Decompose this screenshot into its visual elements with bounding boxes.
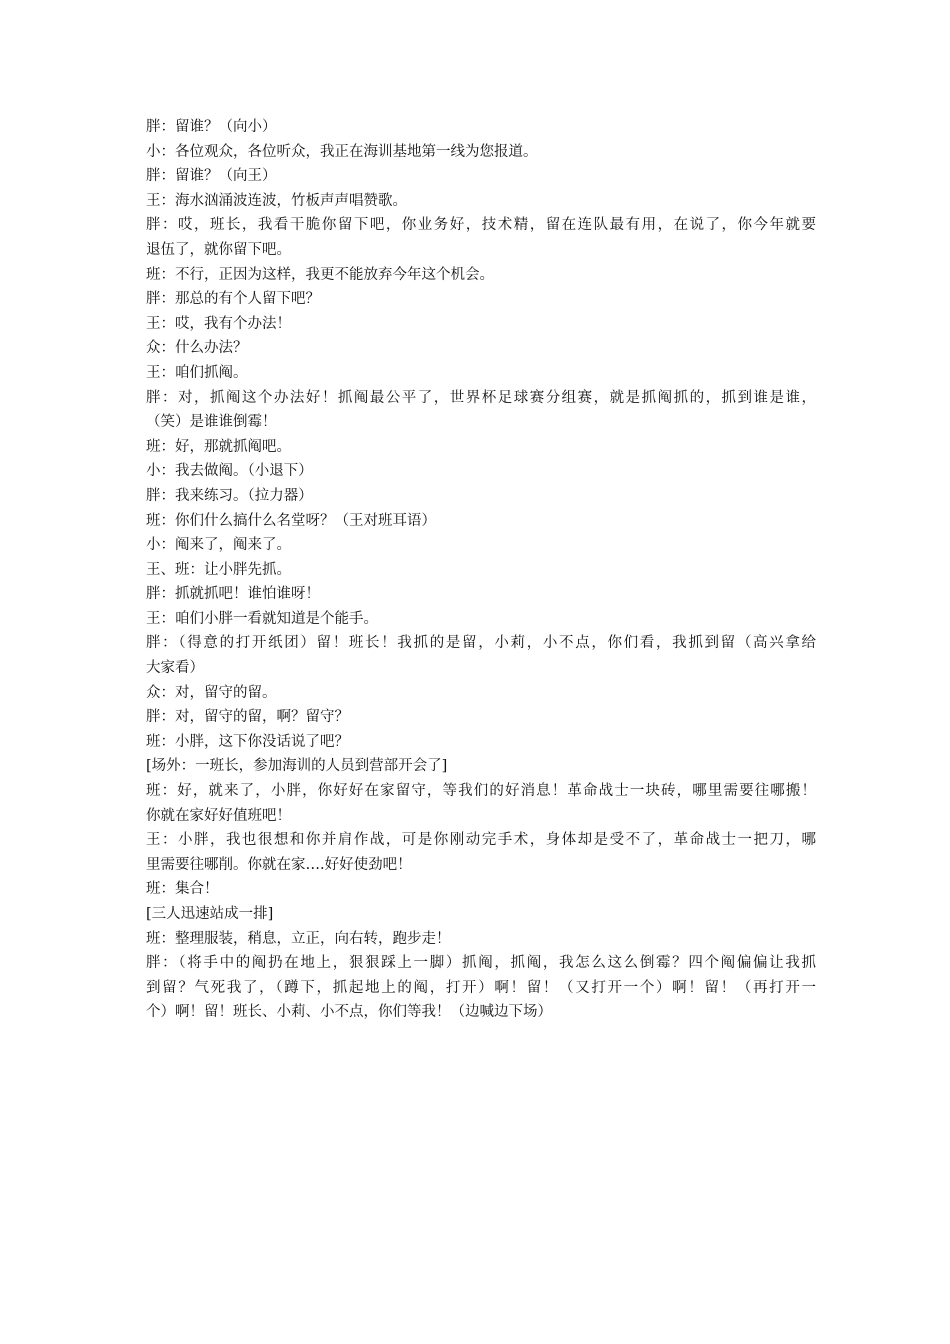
script-line: 胖：留谁？（向王） [146, 168, 277, 185]
script-line: 王、班：让小胖先抓。 [146, 561, 291, 578]
script-line: 退伍了，就你留下吧。 [146, 241, 291, 258]
script-line: 王：海水汹涌波连波，竹板声声唱赞歌。 [146, 192, 407, 209]
script-line: 王：咱们抓阄。 [146, 364, 248, 381]
script-line: 班：不行，正因为这样，我更不能放弃今年这个机会。 [146, 266, 494, 283]
script-line: 小：各位观众，各位听众，我正在海训基地第一线为您报道。 [146, 143, 538, 160]
script-line: 胖：那总的有个人留下吧？ [146, 291, 320, 308]
script-line: 班：小胖，这下你没话说了吧？ [146, 733, 349, 750]
script-line: 王：咱们小胖一看就知道是个能手。 [146, 610, 378, 627]
script-line: 胖：对，留守的留，啊？留守？ [146, 709, 349, 726]
script-line: 胖：留谁？（向小） [146, 119, 277, 135]
script-line: 班：好，就来了，小胖，你好好在家留守，等我们的好消息！革命战士一块砖，哪里需要往哪搬！ [146, 783, 816, 800]
script-page [146, 115, 816, 1025]
script-line: 大家看） [146, 660, 204, 677]
stage-direction: [三人迅速站成一排] [146, 906, 274, 922]
script-line: 班：你们什么搞什么名堂呀？（王对班耳语） [146, 512, 436, 529]
script-line: 班：好，那就抓阄吧。 [146, 438, 291, 455]
script-line: 王：小胖，我也很想和你并肩作战，可是你刚动完手术，身体却是受不了，革命战士一把刀，哪 [146, 832, 816, 849]
script-line: 班：集合！ [146, 881, 219, 898]
script-line: 个）啊！留！班长、小莉、小不点，你们等我！（边喊边下场） [146, 1004, 552, 1021]
script-line: 众：对，留守的留。 [146, 684, 277, 701]
script-line: 胖：抓就抓吧！谁怕谁呀！ [146, 586, 320, 603]
script-line: 胖：对，抓阄这个办法好！抓阄最公平了，世界杯足球赛分组赛，就是抓阄抓的，抓到谁是谁， [146, 389, 816, 406]
script-line: 胖：（将手中的阄扔在地上，狠狠踩上一脚）抓阄，抓阄，我怎么这么倒霉？四个阄偏偏让我抓 [146, 955, 816, 972]
script-line: 到留？气死我了，（蹲下，抓起地上的阄，打开）啊！留！（又打开一个）啊！留！（再打开一 [146, 979, 816, 996]
script-line: 王：哎，我有个办法！ [146, 315, 291, 332]
script-line: 小：阄来了，阄来了。 [146, 537, 291, 554]
script-line: 小：我去做阄。（小退下） [146, 463, 313, 480]
script-line: 胖：我来练习。（拉力器） [146, 487, 313, 504]
script-line: 你就在家好好值班吧！ [146, 807, 291, 824]
script-line: 里需要往哪削。你就在家….好好使劲吧！ [146, 856, 412, 873]
script-line: 众：什么办法？ [146, 340, 248, 357]
script-line: 胖：（得意的打开纸团）留！班长！我抓的是留，小莉，小不点，你们看，我抓到留（高兴拿给 [146, 635, 816, 652]
script-line: （笑）是谁谁倒霉！ [146, 414, 277, 431]
stage-direction: [场外：一班长，参加海训的人员到营部开会了] [146, 758, 448, 775]
script-line: 胖：哎，班长，我看干脆你留下吧，你业务好，技术精，留在连队最有用，在说了，你今年就要 [146, 217, 816, 234]
script-line: 班：整理服装，稍息，立正，向右转，跑步走！ [146, 930, 451, 947]
